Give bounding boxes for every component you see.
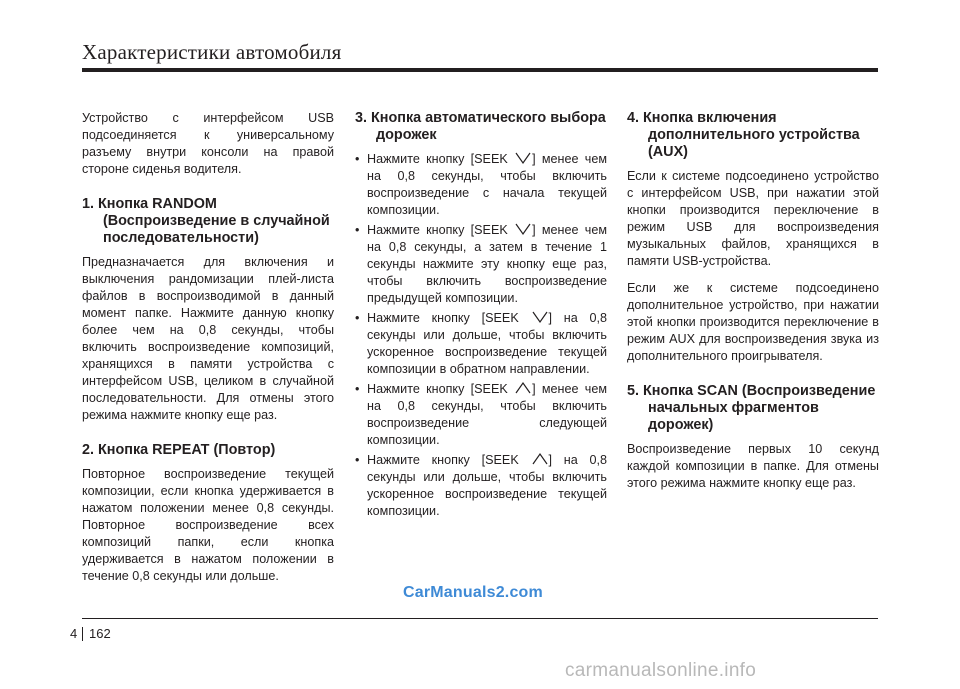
- scan-paragraph: Воспроизведение первых 10 секунд каждой композиции в папке. Для отмены этого режима нажмите кнопку еще раз.: [627, 442, 879, 490]
- chevron-up-icon: [514, 381, 532, 395]
- bullet-post: ] менее чем на 0,8 секунды, чтобы включить воспроизведение следующей композиции.: [367, 382, 607, 447]
- bullet-pre: Нажмите кнопку [SEEK: [367, 152, 508, 166]
- chevron-down-icon: [531, 310, 549, 324]
- aux-paragraph-usb: Если к системе подсоединено устройство с интерфейсом USB, при нажатии этой кнопки производится переключение в режим USB для воспроизведения музыкальных файлов, хранящихся в памяти USB-устройства.: [627, 169, 879, 268]
- column-middle: [355, 110, 607, 528]
- list-item: • Нажмите кнопку [SEEK ] на 0,8 секунды или дольше, чтобы включить ускоренное воспроизведение текущей композиции.: [355, 453, 608, 518]
- aux-paragraph-aux: Если же к системе подсоединено дополнительное устройство, при нажатии этой кнопки производится переключение в режим AUX для воспроизведения звука из дополнительного проигрывателя.: [627, 281, 879, 363]
- aux-heading: 4. Кнопка включения дополнительного устройства (AUX): [627, 110, 860, 160]
- list-item: • Нажмите кнопку [SEEK ] менее чем на 0,8 секунды, а затем в течение 1 секунды нажмите эту кнопку еще раз, чтобы включить воспроизведение предыдущей композиции.: [355, 223, 607, 305]
- column-left: [82, 110, 334, 595]
- footer-separator: [82, 627, 83, 641]
- bullet-pre: Нажмите кнопку [SEEK: [367, 382, 508, 396]
- repeat-heading: 2. Кнопка REPEAT (Повтор): [82, 442, 276, 458]
- list-item: • Нажмите кнопку [SEEK ] на 0,8 секунды или дольше, чтобы включить ускоренное воспроизведение текущей композиции в обратном направлении.: [355, 311, 608, 376]
- list-item: • Нажмите кнопку [SEEK ] менее чем на 0,8 секунды, чтобы включить воспроизведение следующей композиции.: [355, 382, 607, 447]
- chapter-number: 4: [70, 626, 78, 641]
- intro-paragraph: Устройство с интерфейсом USB подсоединяется к универсальному разъему внутри консоли на правой стороне сиденья водителя.: [82, 111, 334, 176]
- page-number: 162: [89, 626, 111, 641]
- bullet-post: ] менее чем на 0,8 секунды, а затем в течение 1 секунды нажмите эту кнопку еще раз, чтобы включить воспроизведение предыдущей композиции.: [367, 223, 607, 305]
- repeat-paragraph: Повторное воспроизведение текущей композиции, если кнопка удерживается в нажатом положении менее 0,8 секунды. Повторное воспроизведение всех композиций папки, если кнопка удерживается в нажатом положении в течение 0,8 секунды или дольше.: [82, 467, 334, 583]
- bullet-pre: Нажмите кнопку [SEEK: [367, 453, 519, 467]
- seek-heading: 3. Кнопка автоматического выбора дорожек: [355, 110, 606, 143]
- bullet-pre: Нажмите кнопку [SEEK: [367, 311, 519, 325]
- bullet-post: ] на 0,8 секунды или дольше, чтобы включить ускоренное воспроизведение текущей композиции.: [367, 453, 608, 518]
- list-item: • Нажмите кнопку [SEEK ] менее чем на 0,8 секунды, чтобы включить воспроизведение с начала текущей композиции.: [355, 152, 607, 217]
- scan-heading: 5. Кнопка SCAN (Воспроизведение начальных фрагментов дорожек): [627, 383, 876, 433]
- footer-rule: [82, 618, 878, 619]
- header-rule: [82, 68, 878, 72]
- chevron-down-icon: [514, 151, 532, 165]
- chevron-up-icon: [531, 452, 549, 466]
- bullet-post: ] менее чем на 0,8 секунды, чтобы включить воспроизведение с начала текущей композиции.: [367, 152, 607, 217]
- carmanuals-watermark: CarManuals2.com: [403, 584, 543, 601]
- column-right: [627, 110, 879, 502]
- bullet-pre: Нажмите кнопку [SEEK: [367, 223, 508, 237]
- random-heading: 1. Кнопка RANDOM (Воспроизведение в случайной последовательности): [82, 196, 330, 246]
- site-watermark: carmanualsonline.info: [565, 660, 757, 681]
- seek-bullet-list: [355, 151, 607, 520]
- page-header-title: Характеристики автомобиля: [82, 40, 342, 64]
- bullet-post: ] на 0,8 секунды или дольше, чтобы включить ускоренное воспроизведение текущей композиции в обратном направлении.: [367, 311, 608, 376]
- random-paragraph: Предназначается для включения и выключения рандомизации плей-листа файлов в воспроизводимой в данный момент папке. Нажмите данную кнопку более чем на 0,8 секунды, чтобы включить воспроизведение композиций, хранящихся в памяти устройства с интерфейсом USB, целиком в случайной последовательности. Для отмены этого режима нажмите кнопку еще раз.: [82, 255, 334, 422]
- chevron-down-icon: [514, 222, 532, 236]
